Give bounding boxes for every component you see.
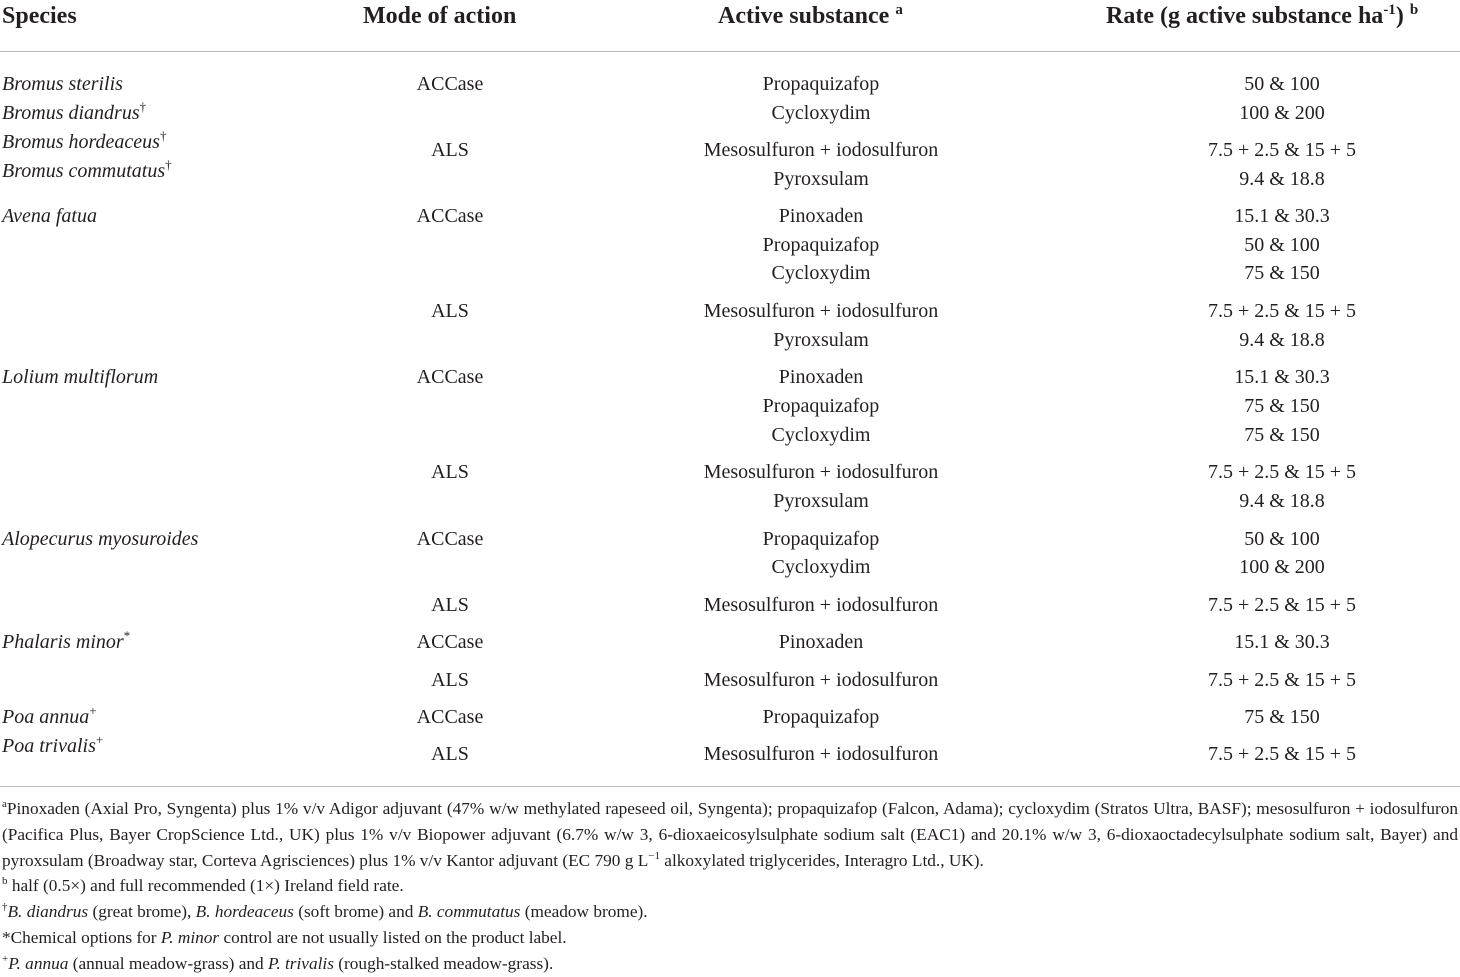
header-rate-text: Rate (g active substance ha (1106, 3, 1384, 29)
mode-cell: ALS (431, 139, 469, 161)
table-footnotes (2, 796, 1458, 977)
substance-cell: Pyroxsulam (773, 490, 869, 512)
species-name: Lolium multiflorum (2, 366, 159, 388)
substance-cell: Cycloxydim (771, 102, 871, 124)
rate-cell: 75 & 150 (1244, 706, 1320, 728)
header-active-substance (718, 3, 903, 30)
species-cell (2, 130, 166, 154)
species-name: Bromus hordeaceus (2, 131, 160, 153)
footnote-species: P. trivalis (268, 953, 334, 973)
rate-cell: 9.4 & 18.8 (1239, 490, 1325, 512)
footnote-text: (annual meadow-grass) and (68, 953, 269, 973)
rate-cell: 50 & 100 (1244, 234, 1320, 256)
table-bottom-divider (0, 786, 1460, 787)
substance-cell: Mesosulfuron + iodosulfuron (703, 594, 939, 616)
species-name: Phalaris minor (2, 631, 124, 653)
rate-cell: 50 & 100 (1244, 73, 1320, 95)
mode-cell: ALS (431, 669, 469, 691)
mode-cell: ALS (431, 594, 469, 616)
table-header (0, 0, 1460, 38)
footnote-text: (soft brome) and (293, 902, 418, 922)
substance-cell: Cycloxydim (771, 556, 871, 578)
substance-cell: Cycloxydim (771, 262, 871, 284)
substance-cell: Pinoxaden (778, 366, 864, 388)
substance-cell: Propaquizafop (762, 234, 880, 256)
rate-cell: 9.4 & 18.8 (1239, 168, 1325, 190)
species-name: Bromus sterilis (2, 73, 123, 95)
species-mark: + (95, 732, 104, 747)
rate-cell: 75 & 150 (1244, 424, 1320, 446)
header-rate-unit-exp: -1 (1383, 2, 1396, 18)
species-cell (2, 705, 97, 729)
footnote-plus (2, 951, 1458, 977)
footnote-text: (meadow brome). (520, 902, 648, 922)
footnote-a-text: Pinoxaden (Axial Pro, Syngenta) plus 1% v/v Adigor adjuvant (47% w/w methylated rapeseed oil, Syngenta); propaquizafop (Falcon, Adama); cycloxydim (Stratos Ultra, BASF); mesosulfuron + iodosulfuron (Pacifica Plus, Bayer CropScience Ltd., UK) plus 1% v/v Biopower adjuvant (6.7% w/w 3, 6-dioxaeicosylsulphate sodium salt (EAC1) and 20.1% w/w 3, 6-dioxaoctadecylsulphate sodium salt, Bayer) and pyroxsulam (Broadway star, Corteva Agrisciences) plus 1% v/v Kantor adjuvant (EC 790 g L (2, 799, 1458, 870)
substance-cell: Mesosulfuron + iodosulfuron (703, 461, 939, 483)
mode-cell: ALS (431, 300, 469, 322)
species-name: Bromus diandrus (2, 102, 140, 124)
substance-cell: Propaquizafop (762, 395, 880, 417)
mode-cell: ALS (431, 461, 469, 483)
substance-cell: Propaquizafop (762, 73, 880, 95)
mode-cell: ACCase (416, 528, 484, 550)
footnote-a-marker: a (895, 2, 903, 18)
substance-cell: Propaquizafop (762, 528, 880, 550)
mode-cell: ACCase (416, 205, 484, 227)
rate-cell: 7.5 + 2.5 & 15 + 5 (1207, 461, 1357, 483)
species-mark: † (159, 128, 167, 143)
species-mark: * (123, 628, 131, 643)
substance-cell: Mesosulfuron + iodosulfuron (703, 139, 939, 161)
footnote-a-unit-exp: −1 (648, 849, 660, 862)
footnote-dagger-mark: † (2, 901, 8, 914)
substance-cell: Pinoxaden (778, 205, 864, 227)
rate-cell: 7.5 + 2.5 & 15 + 5 (1207, 669, 1357, 691)
footnote-b-mark: b (2, 875, 8, 888)
footnote-text: *Chemical options for (2, 927, 161, 947)
header-species: Species (2, 3, 77, 29)
mode-cell: ACCase (416, 706, 484, 728)
species-cell (2, 630, 130, 654)
header-divider (0, 51, 1460, 52)
footnote-text: (great brome), (88, 902, 196, 922)
substance-cell: Mesosulfuron + iodosulfuron (703, 669, 939, 691)
header-active-substance-text: Active substance (718, 3, 890, 29)
species-name: Bromus commutatus (2, 160, 166, 182)
species-cell (2, 72, 123, 96)
rate-cell: 15.1 & 30.3 (1234, 366, 1330, 388)
footnote-star (2, 925, 1458, 951)
rate-cell: 15.1 & 30.3 (1234, 631, 1330, 653)
footnote-species: P. annua (8, 953, 69, 973)
rate-cell: 7.5 + 2.5 & 15 + 5 (1207, 139, 1357, 161)
species-name: Avena fatua (2, 205, 97, 227)
species-mark: † (139, 99, 147, 114)
rate-cell: 75 & 150 (1244, 395, 1320, 417)
mode-cell: ACCase (416, 73, 484, 95)
species-mark: + (89, 703, 97, 718)
header-mode-of-action: Mode of action (363, 3, 517, 29)
species-cell (2, 101, 146, 125)
header-rate (1106, 3, 1418, 30)
footnote-plus-mark: + (2, 952, 9, 965)
rate-cell: 7.5 + 2.5 & 15 + 5 (1207, 300, 1357, 322)
species-name: Poa annua (2, 706, 90, 728)
footnote-b-text: half (0.5×) and full recommended (1×) Ireland field rate. (7, 876, 404, 896)
rate-cell: 7.5 + 2.5 & 15 + 5 (1207, 594, 1357, 616)
species-mark: † (165, 157, 172, 172)
footnote-species: B. commutatus (417, 902, 521, 922)
substance-cell: Pinoxaden (778, 631, 864, 653)
substance-cell: Cycloxydim (771, 424, 871, 446)
rate-cell: 100 & 200 (1239, 556, 1325, 578)
rate-cell: 75 & 150 (1244, 262, 1320, 284)
substance-cell: Pyroxsulam (773, 168, 869, 190)
species-name: Alopecurus myosuroides (2, 528, 199, 550)
species-cell (2, 159, 172, 183)
footnote-b (2, 873, 1458, 899)
species-cell (2, 734, 103, 758)
mode-cell: ACCase (416, 631, 484, 653)
species-cell (2, 527, 198, 551)
rate-cell: 15.1 & 30.3 (1234, 205, 1330, 227)
substance-cell: Mesosulfuron + iodosulfuron (703, 743, 939, 765)
mode-cell: ALS (431, 743, 469, 765)
substance-cell: Propaquizafop (762, 706, 880, 728)
footnote-species: B. diandrus (7, 902, 89, 922)
species-cell (2, 204, 97, 228)
footnote-b-marker: b (1409, 2, 1419, 18)
footnote-a-tail: alkoxylated triglycerides, Interagro Ltd., UK). (659, 850, 984, 870)
substance-cell: Pyroxsulam (773, 329, 869, 351)
rate-cell: 7.5 + 2.5 & 15 + 5 (1207, 743, 1357, 765)
footnote-text: (rough-stalked meadow-grass). (333, 953, 554, 973)
substance-cell: Mesosulfuron + iodosulfuron (703, 300, 939, 322)
mode-cell: ACCase (416, 366, 484, 388)
footnote-dagger (2, 899, 1458, 925)
footnote-text: control are not usually listed on the product label. (219, 927, 567, 947)
species-cell (2, 365, 158, 389)
rate-cell: 50 & 100 (1244, 528, 1320, 550)
rate-cell: 100 & 200 (1239, 102, 1325, 124)
rate-cell: 9.4 & 18.8 (1239, 329, 1325, 351)
footnote-a-mark: a (2, 798, 7, 810)
footnote-species: B. hordeaceus (195, 902, 294, 922)
footnote-species: P. minor (160, 927, 220, 947)
footnote-a (2, 796, 1458, 873)
header-rate-close: ) (1395, 3, 1404, 29)
species-name: Poa trivalis (2, 735, 96, 757)
